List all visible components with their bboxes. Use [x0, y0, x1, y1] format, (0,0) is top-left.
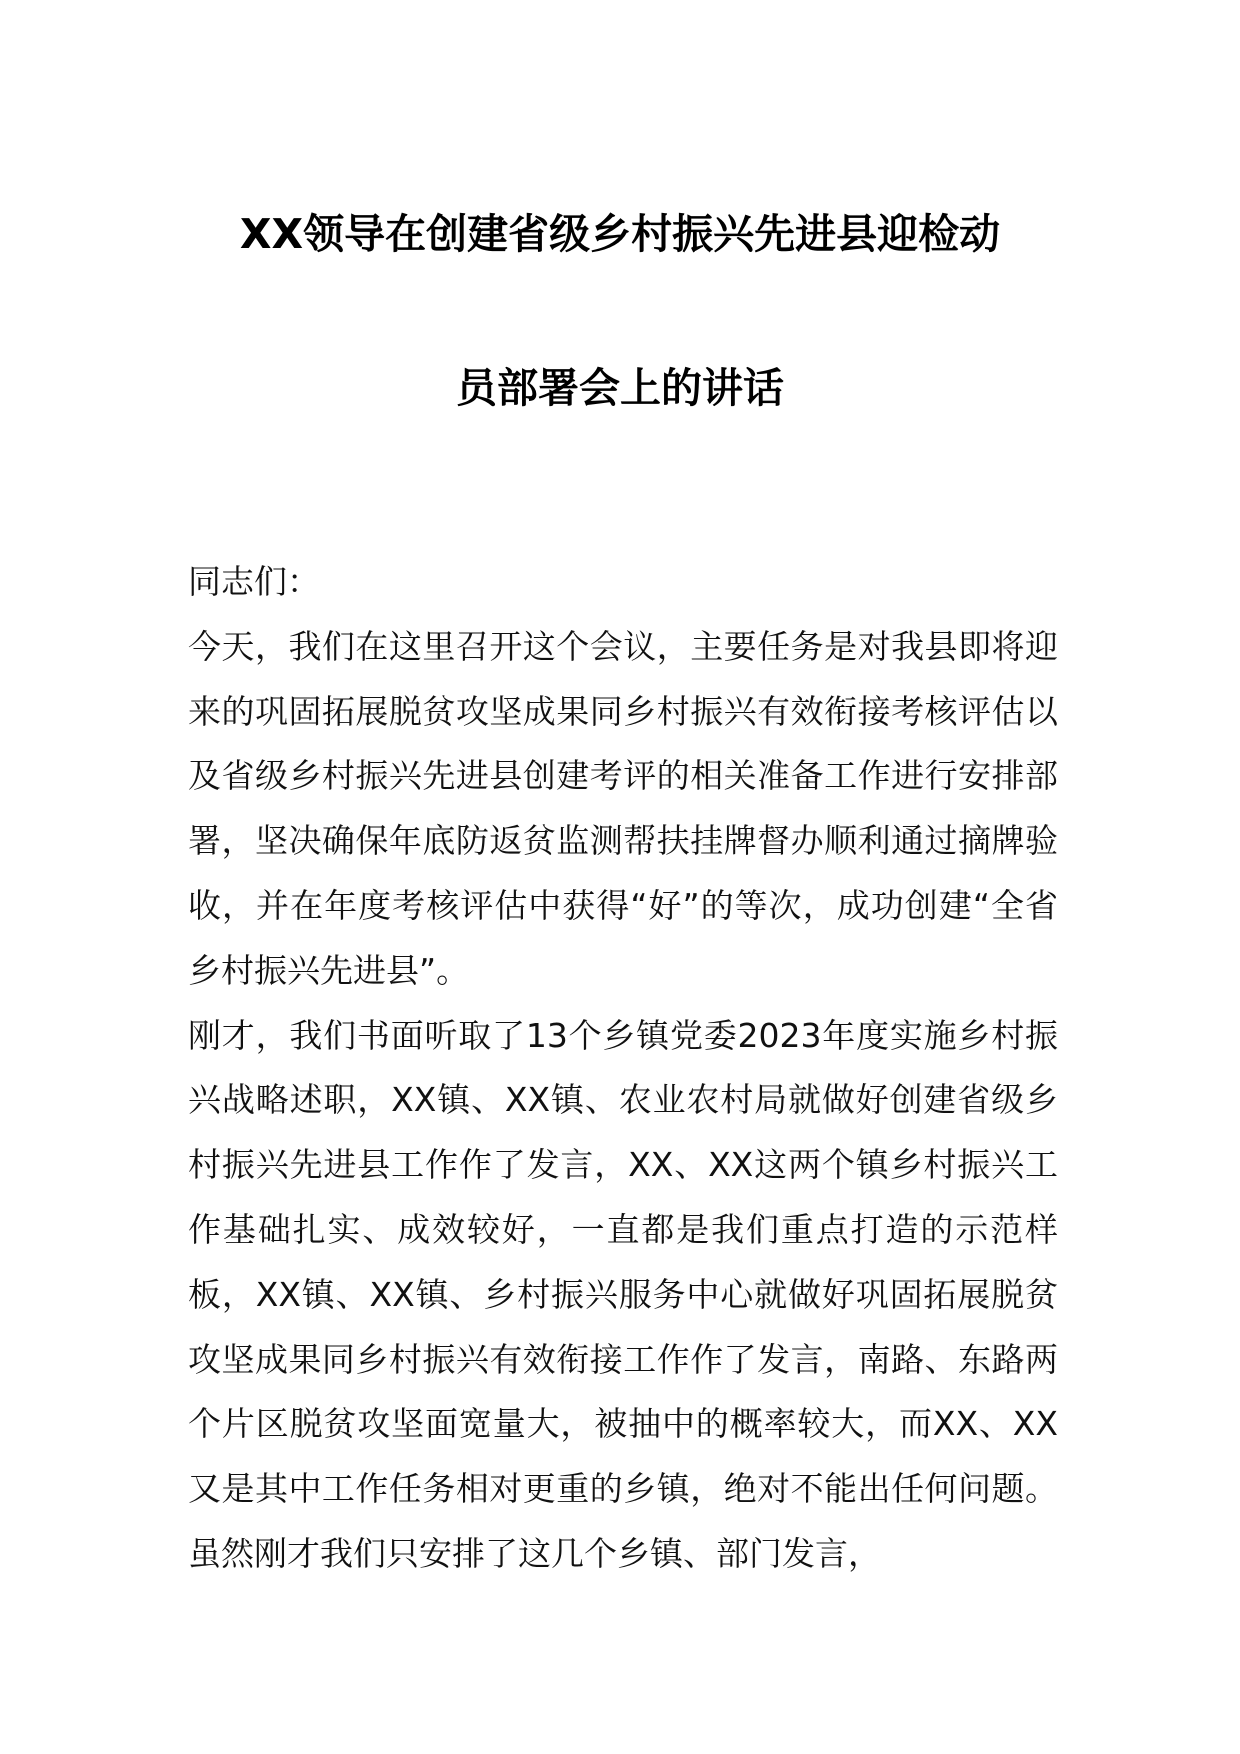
paragraph-1: 今天，我们在这里召开这个会议，主要任务是对我县即将迎来的巩固拓展脱贫攻坚成果同乡村振兴有效衔接考核评估以及省级乡村振兴先进县创建考评的相关准备工作进行安排部署，坚决确保年底防返贫监测帮扶挂牌督办顺利通过摘牌验收，并在年度考核评估中获得“好”的等次，成功创建“全省乡村振兴先进县”。: [188, 626, 1058, 990]
document-body: [188, 550, 1058, 1587]
salutation: 同志们：: [188, 562, 320, 601]
document-title-line-1: XX领导在创建省级乡村振兴先进县迎检动: [239, 210, 1001, 258]
document-title-line-2: 员部署会上的讲话: [456, 364, 784, 412]
paragraph-2: 刚才，我们书面听取了13个乡镇党委2023年度实施乡村振兴战略述职，XX镇、XX镇、农业农村局就做好创建省级乡村振兴先进县工作作了发言，XX、XX这两个镇乡村振兴工作基础扎实、成效较好，一直都是我们重点打造的示范样板，XX镇、XX镇、乡村振兴服务中心就做好巩固拓展脱贫攻坚成果同乡村振兴有效衔接工作作了发言，南路、东路两个片区脱贫攻坚面宽量大，被抽中的概率较大，而XX、XX又是其中工作任务相对更重的乡镇，绝对不能出任何问题。虽然刚才我们只安排了这几个乡镇、部门发言，: [188, 1015, 1058, 1573]
